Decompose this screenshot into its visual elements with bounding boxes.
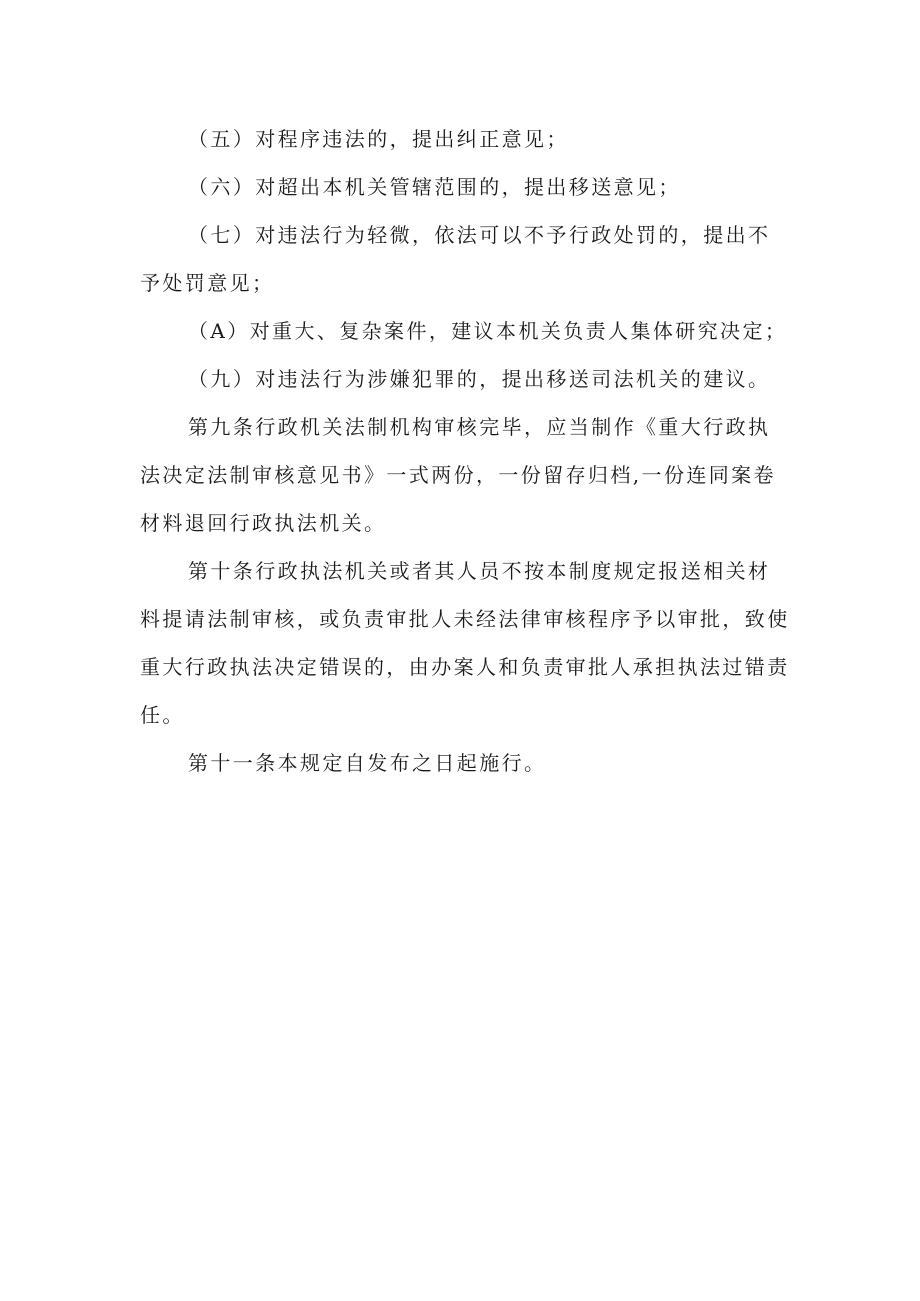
clause-item-9: （九）对违法行为涉嫌犯罪的，提出移送司法机关的建议。 bbox=[188, 367, 771, 391]
clause-item-7: （七）对违法行为轻微，依法可以不予行政处罚的，提出不予处罚意见； bbox=[140, 223, 771, 295]
document-body bbox=[140, 115, 790, 787]
clause-item-6: （六）对超出本机关管辖范围的，提出移送意见； bbox=[188, 175, 681, 199]
clause-item-5: （五）对程序违法的，提出纠正意见； bbox=[188, 127, 569, 151]
article-10: 第十条行政执法机关或者其人员不按本制度规定报送相关材料提请法制审核，或负责审批人未经法律审核程序予以审批，致使重大行政执法决定错误的，由办案人和负责审批人承担执法过错责任。 bbox=[140, 559, 790, 727]
clause-item-8: （A）对重大、复杂案件，建议本机关负责人集体研究决定； bbox=[188, 319, 788, 343]
article-11: 第十一条本规定自发布之日起施行。 bbox=[188, 751, 547, 775]
article-9: 第九条行政机关法制机构审核完毕，应当制作《重大行政执法决定法制审核意见书》一式两份，一份留存归档,一份连同案卷材料退回行政执法机关。 bbox=[140, 415, 776, 535]
